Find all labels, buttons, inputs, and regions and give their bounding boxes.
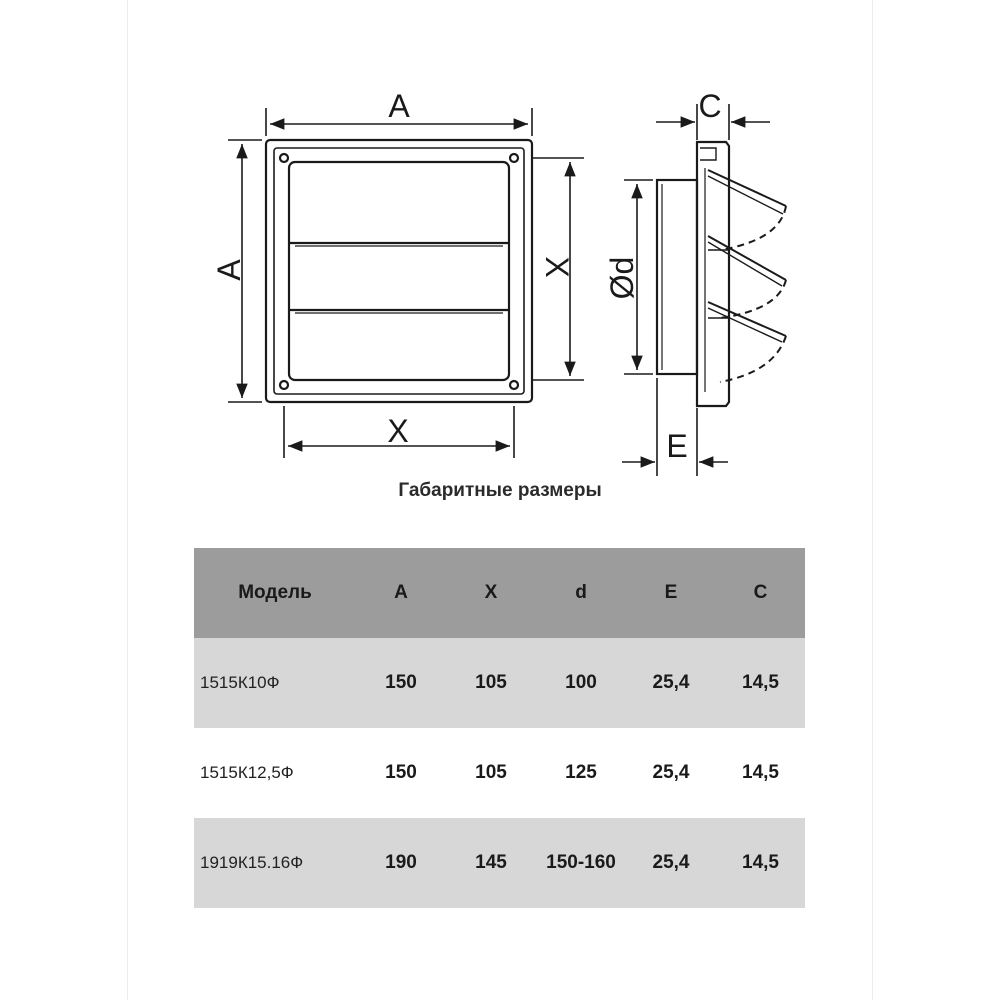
table-row xyxy=(194,818,805,908)
cell-d: 100 xyxy=(565,672,597,693)
cell-e: 25,4 xyxy=(652,672,690,693)
cell-model: 1515К12,5Ф xyxy=(200,763,294,782)
cell-x: 105 xyxy=(475,672,507,693)
cell-e: 25,4 xyxy=(652,762,690,783)
cell-x: 145 xyxy=(475,852,507,873)
header-model: Модель xyxy=(238,582,312,603)
screw-top-left-icon xyxy=(280,154,288,162)
drawing-caption: Габаритные размеры xyxy=(398,480,602,501)
cell-model: 1919К15.16Ф xyxy=(200,853,304,872)
technical-drawing xyxy=(0,0,1000,480)
cell-a: 150 xyxy=(385,672,417,693)
front-outer-frame xyxy=(266,140,532,402)
cell-d: 125 xyxy=(565,762,597,783)
header-d: d xyxy=(575,582,587,603)
dim-label-a-left: A xyxy=(211,259,247,281)
dim-label-diameter: Ød xyxy=(604,256,640,300)
front-inner-frame xyxy=(274,148,524,394)
side-view xyxy=(657,142,786,406)
cell-c: 14,5 xyxy=(742,852,779,873)
louver-panel xyxy=(289,162,509,380)
screw-bottom-right-icon xyxy=(510,381,518,389)
table-row xyxy=(194,728,805,818)
cell-x: 105 xyxy=(475,762,507,783)
front-view xyxy=(266,140,532,402)
cell-a: 150 xyxy=(385,762,417,783)
side-flange xyxy=(697,142,729,406)
dim-label-a-top: A xyxy=(388,88,410,124)
table-header-row xyxy=(194,548,805,638)
header-x: X xyxy=(484,582,498,603)
header-e: E xyxy=(664,582,678,603)
screw-bottom-left-icon xyxy=(280,381,288,389)
dim-label-c: C xyxy=(698,88,722,124)
spec-table xyxy=(194,548,805,908)
table-row xyxy=(194,638,805,728)
dim-label-x-bottom: X xyxy=(387,413,409,449)
cell-a: 190 xyxy=(385,852,417,873)
cell-d: 150-160 xyxy=(546,852,616,873)
cell-model: 1515К10Ф xyxy=(200,673,280,692)
screw-top-right-icon xyxy=(510,154,518,162)
cell-c: 14,5 xyxy=(742,762,779,783)
dim-label-x-right: X xyxy=(539,256,575,278)
cell-c: 14,5 xyxy=(742,672,779,693)
dim-label-e: E xyxy=(666,428,688,464)
cell-e: 25,4 xyxy=(652,852,690,873)
header-c: C xyxy=(753,582,768,603)
side-spigot xyxy=(657,180,697,374)
header-a: A xyxy=(394,582,408,603)
